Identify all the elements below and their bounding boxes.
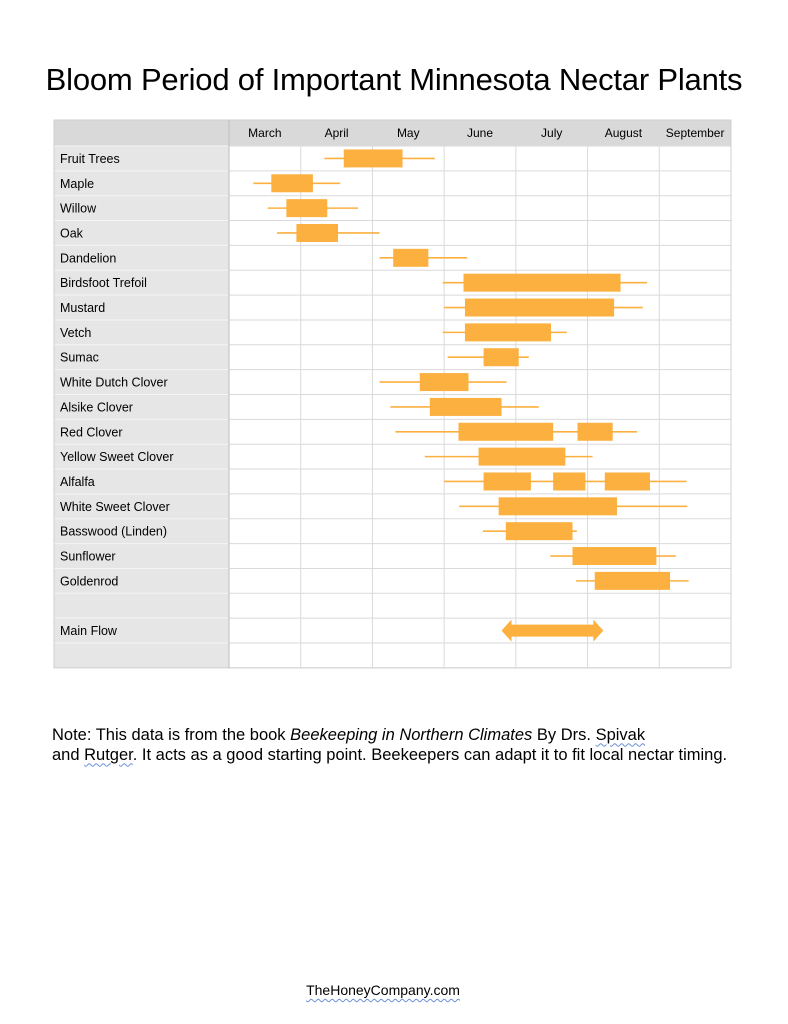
note-prefix: Note: This data is from the book: [52, 725, 291, 744]
row-label: White Dutch Clover: [60, 375, 168, 390]
peak-bloom-bar: [344, 149, 403, 167]
peak-bloom-bar: [506, 522, 573, 540]
note-by: By Drs.: [532, 725, 596, 744]
peak-bloom-bar: [286, 199, 327, 217]
note-rest: . It acts as a good starting point. Beekeepers can adapt it to fit local nectar timing.: [132, 745, 728, 764]
peak-bloom-bar: [553, 472, 585, 490]
row-label: Maple: [60, 176, 95, 191]
peak-bloom-bar: [605, 472, 650, 490]
row-label: Sunflower: [60, 549, 116, 564]
row-label: Alsike Clover: [60, 400, 133, 415]
note-book-title: Beekeeping in Northern Climates: [290, 725, 533, 744]
row-label: Dandelion: [60, 251, 117, 266]
row-label: Yellow Sweet Clover: [60, 450, 174, 465]
peak-bloom-bar: [479, 448, 566, 466]
row-label: Fruit Trees: [60, 151, 120, 166]
note-author2: Rutger: [84, 745, 133, 764]
note-paragraph: [52, 725, 742, 765]
peak-bloom-bar: [464, 274, 621, 292]
row-label: Alfalfa: [60, 474, 95, 489]
month-label: June: [466, 126, 494, 140]
row-label: White Sweet Clover: [60, 499, 170, 514]
peak-bloom-bar: [393, 249, 428, 267]
month-label: May: [396, 126, 420, 140]
peak-bloom-bar: [430, 398, 502, 416]
row-label: Basswood (Linden): [60, 524, 168, 539]
note-line2-start: and: [52, 745, 85, 764]
peak-bloom-bar: [458, 423, 553, 441]
peak-bloom-bar: [465, 323, 551, 341]
peak-bloom-bar: [271, 174, 313, 192]
note-author1: Spivak: [595, 725, 646, 744]
row-label: Sumac: [60, 350, 99, 365]
month-label: April: [324, 126, 349, 140]
row-label: Mustard: [60, 301, 106, 316]
row-label: Oak: [60, 226, 83, 241]
peak-bloom-bar: [499, 497, 617, 515]
peak-bloom-bar: [465, 299, 614, 317]
main-flow-arrow: [502, 620, 604, 642]
main-flow-label: Main Flow: [60, 624, 117, 639]
footer-url: TheHoneyCompany.com: [306, 982, 460, 998]
peak-bloom-bar: [484, 348, 519, 366]
month-label: July: [541, 126, 563, 140]
row-label: Willow: [60, 201, 97, 216]
row-label: Vetch: [60, 325, 92, 340]
peak-bloom-bar: [484, 472, 531, 490]
page-title: Bloom Period of Important Minnesota Nectar Plants: [45, 62, 743, 97]
row-label: Red Clover: [60, 425, 123, 440]
month-label: September: [665, 126, 725, 140]
row-label: Goldenrod: [60, 574, 119, 589]
peak-bloom-bar: [578, 423, 613, 441]
row-label: Birdsfoot Trefoil: [60, 276, 147, 291]
month-label: August: [604, 126, 643, 140]
footer-link[interactable]: [0, 982, 766, 998]
peak-bloom-bar: [595, 572, 670, 590]
peak-bloom-bar: [420, 373, 469, 391]
peak-bloom-bar: [296, 224, 338, 242]
month-label: March: [248, 126, 282, 140]
peak-bloom-bar: [573, 547, 657, 565]
